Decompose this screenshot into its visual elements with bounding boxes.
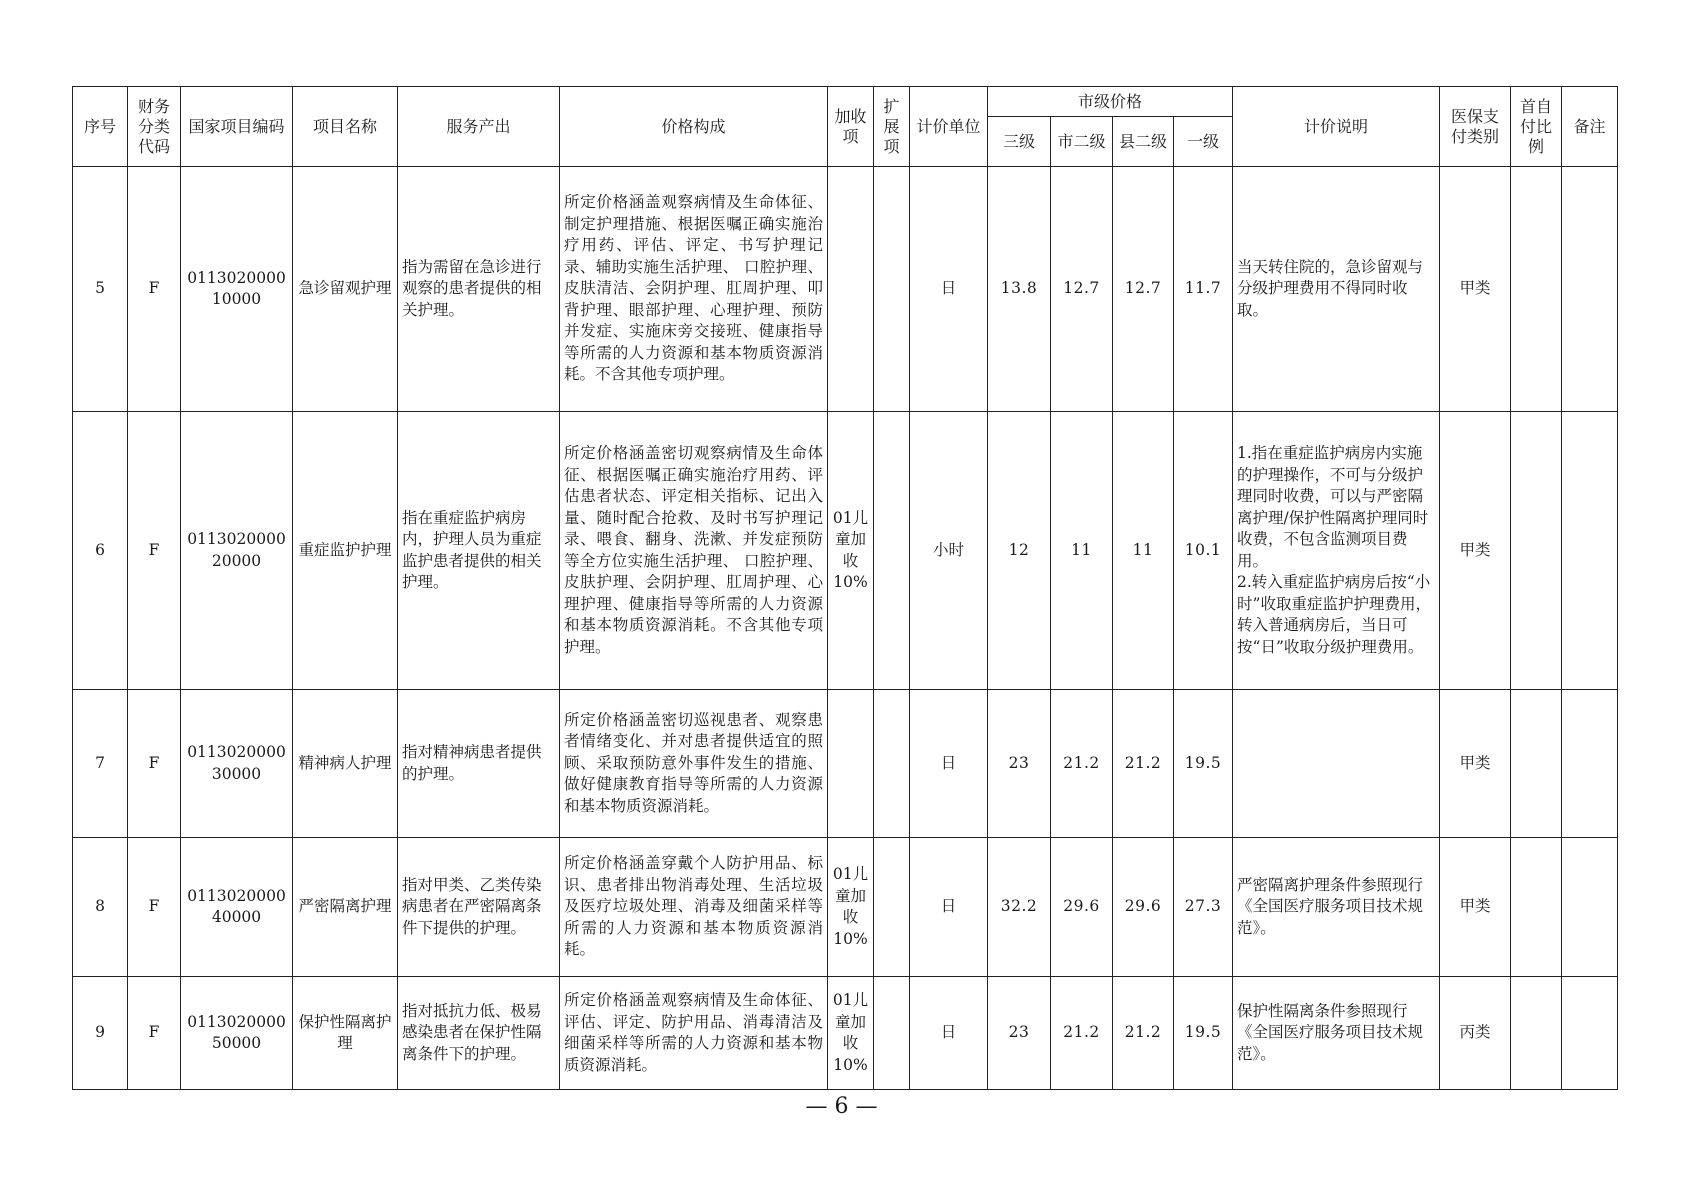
header-national-code: 国家项目编码 — [181, 87, 293, 167]
cell-pricing-note: 1.指在重症监护病房内实施的护理操作，不可与分级护理同时收费，可以与严密隔离护理/保护性隔离护理同时收费，不包含监测项目费用。 2.转入重症监护病房后按“小时”收取重症监护护理费用，转入普通病房后，当日可按“日”收取分级护理费用。 — [1233, 412, 1440, 690]
pricing-table — [72, 86, 1618, 1090]
header-pricing-note: 计价说明 — [1233, 87, 1440, 167]
cell-pricing-note: 保护性隔离条件参照现行《全国医疗服务项目技术规范》。 — [1233, 977, 1440, 1090]
header-price-composition: 价格构成 — [560, 87, 828, 167]
cell-pricing-note: 严密隔离护理条件参照现行《全国医疗服务项目技术规范》。 — [1233, 838, 1440, 977]
cell-level1: 11.7 — [1174, 167, 1233, 412]
cell-item-name: 急诊留观护理 — [293, 167, 398, 412]
cell-insurance-category: 甲类 — [1440, 690, 1511, 838]
table-body — [73, 167, 1618, 1090]
cell-remarks — [1562, 167, 1618, 412]
cell-remarks — [1562, 690, 1618, 838]
header-county-level2: 县二级 — [1113, 117, 1174, 167]
cell-national-code: 011302000040000 — [181, 838, 293, 977]
cell-seq: 8 — [73, 838, 128, 977]
header-surcharge: 加收项 — [828, 87, 874, 167]
cell-surcharge — [828, 167, 874, 412]
cell-surcharge: 01儿童加收10% — [828, 977, 874, 1090]
header-city-level2: 市二级 — [1051, 117, 1113, 167]
cell-remarks — [1562, 838, 1618, 977]
cell-unit: 日 — [910, 838, 988, 977]
cell-level3: 23 — [988, 977, 1051, 1090]
cell-national-code: 011302000030000 — [181, 690, 293, 838]
cell-county-level2: 11 — [1113, 412, 1174, 690]
cell-level1: 10.1 — [1174, 412, 1233, 690]
cell-unit: 日 — [910, 167, 988, 412]
header-service-output: 服务产出 — [398, 87, 560, 167]
cell-city-level2: 21.2 — [1051, 690, 1113, 838]
cell-extension — [874, 690, 910, 838]
cell-finance-code: F — [128, 167, 181, 412]
cell-national-code: 011302000050000 — [181, 977, 293, 1090]
cell-extension — [874, 838, 910, 977]
cell-price-composition: 所定价格涵盖观察病情及生命体征、评估、评定、防护用品、消毒清洁及细菌采样等所需的人力资源和基本物质资源消耗。 — [560, 977, 828, 1090]
cell-insurance-category: 甲类 — [1440, 838, 1511, 977]
cell-finance-code: F — [128, 412, 181, 690]
table-row — [73, 690, 1618, 838]
cell-first-pay-ratio — [1511, 690, 1562, 838]
cell-level1: 19.5 — [1174, 977, 1233, 1090]
cell-county-level2: 29.6 — [1113, 838, 1174, 977]
cell-national-code: 011302000020000 — [181, 412, 293, 690]
header-finance-code: 财务分类代码 — [128, 87, 181, 167]
cell-level3: 12 — [988, 412, 1051, 690]
header-first-pay-ratio: 首自付比例 — [1511, 87, 1562, 167]
cell-level3: 23 — [988, 690, 1051, 838]
cell-finance-code: F — [128, 977, 181, 1090]
cell-seq: 5 — [73, 167, 128, 412]
header-level1: 一级 — [1174, 117, 1233, 167]
cell-insurance-category: 甲类 — [1440, 412, 1511, 690]
cell-first-pay-ratio — [1511, 977, 1562, 1090]
cell-remarks — [1562, 977, 1618, 1090]
header-insurance-category: 医保支付类别 — [1440, 87, 1511, 167]
cell-finance-code: F — [128, 838, 181, 977]
cell-service-output: 指对精神病患者提供的护理。 — [398, 690, 560, 838]
cell-price-composition: 所定价格涵盖观察病情及生命体征、制定护理措施、根据医嘱正确实施治疗用药、评估、评定、书写护理记录、辅助实施生活护理、 口腔护理、皮肤清洁、会阴护理、肛周护理、叩背护理、眼部护理、心理护理、预防并发症、实施床旁交接班、健康指导等所需的人力资源和基本物质资源消耗。不含其他专项护理。 — [560, 167, 828, 412]
cell-county-level2: 21.2 — [1113, 977, 1174, 1090]
cell-extension — [874, 167, 910, 412]
cell-level3: 32.2 — [988, 838, 1051, 977]
cell-extension — [874, 977, 910, 1090]
header-unit: 计价单位 — [910, 87, 988, 167]
table-header — [73, 87, 1618, 167]
cell-service-output: 指对甲类、乙类传染病患者在严密隔离条件下提供的护理。 — [398, 838, 560, 977]
cell-seq: 7 — [73, 690, 128, 838]
cell-item-name: 重症监护护理 — [293, 412, 398, 690]
cell-finance-code: F — [128, 690, 181, 838]
header-remarks: 备注 — [1562, 87, 1618, 167]
cell-surcharge: 01儿童加收10% — [828, 838, 874, 977]
cell-unit: 小时 — [910, 412, 988, 690]
header-seq: 序号 — [73, 87, 128, 167]
table-row — [73, 977, 1618, 1090]
table-row — [73, 412, 1618, 690]
cell-level1: 19.5 — [1174, 690, 1233, 838]
cell-county-level2: 12.7 — [1113, 167, 1174, 412]
cell-city-level2: 12.7 — [1051, 167, 1113, 412]
cell-level1: 27.3 — [1174, 838, 1233, 977]
cell-first-pay-ratio — [1511, 412, 1562, 690]
cell-national-code: 011302000010000 — [181, 167, 293, 412]
cell-item-name: 保护性隔离护理 — [293, 977, 398, 1090]
cell-item-name: 精神病人护理 — [293, 690, 398, 838]
cell-insurance-category: 甲类 — [1440, 167, 1511, 412]
cell-insurance-category: 丙类 — [1440, 977, 1511, 1090]
cell-level3: 13.8 — [988, 167, 1051, 412]
header-item-name: 项目名称 — [293, 87, 398, 167]
cell-county-level2: 21.2 — [1113, 690, 1174, 838]
cell-pricing-note: 当天转住院的，急诊留观与分级护理费用不得同时收取。 — [1233, 167, 1440, 412]
cell-extension — [874, 412, 910, 690]
cell-city-level2: 21.2 — [1051, 977, 1113, 1090]
cell-city-level2: 11 — [1051, 412, 1113, 690]
cell-service-output: 指对抵抗力低、极易感染患者在保护性隔离条件下的护理。 — [398, 977, 560, 1090]
cell-remarks — [1562, 412, 1618, 690]
header-extension: 扩展项 — [874, 87, 910, 167]
cell-unit: 日 — [910, 977, 988, 1090]
cell-service-output: 指为需留在急诊进行观察的患者提供的相关护理。 — [398, 167, 560, 412]
header-level3: 三级 — [988, 117, 1051, 167]
cell-first-pay-ratio — [1511, 838, 1562, 977]
cell-city-level2: 29.6 — [1051, 838, 1113, 977]
cell-seq: 6 — [73, 412, 128, 690]
cell-first-pay-ratio — [1511, 167, 1562, 412]
cell-seq: 9 — [73, 977, 128, 1090]
cell-item-name: 严密隔离护理 — [293, 838, 398, 977]
table-row — [73, 838, 1618, 977]
cell-pricing-note — [1233, 690, 1440, 838]
page-number: — 6 — — [805, 1094, 878, 1119]
cell-unit: 日 — [910, 690, 988, 838]
cell-service-output: 指在重症监护病房内，护理人员为重症监护患者提供的相关护理。 — [398, 412, 560, 690]
cell-price-composition: 所定价格涵盖密切观察病情及生命体征、根据医嘱正确实施治疗用药、评估患者状态、评定相关指标、记出入量、随时配合抢救、及时书写护理记录、喂食、翻身、洗漱、并发症预防等全方位实施生活护理、 口腔护理、皮肤护理、会阴护理、肛周护理、心理护理、健康指导等所需的人力资源和基本物质资源消耗。不含其他专项护理。 — [560, 412, 828, 690]
header-city-price-group: 市级价格 — [988, 87, 1233, 117]
cell-surcharge — [828, 690, 874, 838]
cell-price-composition: 所定价格涵盖穿戴个人防护用品、标识、患者排出物消毒处理、生活垃圾及医疗垃圾处理、消毒及细菌采样等所需的人力资源和基本物质资源消耗。 — [560, 838, 828, 977]
cell-surcharge: 01儿童加收10% — [828, 412, 874, 690]
table-row — [73, 167, 1618, 412]
cell-price-composition: 所定价格涵盖密切巡视患者、观察患者情绪变化、并对患者提供适宜的照顾、采取预防意外事件发生的措施、做好健康教育指导等所需的人力资源和基本物质资源消耗。 — [560, 690, 828, 838]
